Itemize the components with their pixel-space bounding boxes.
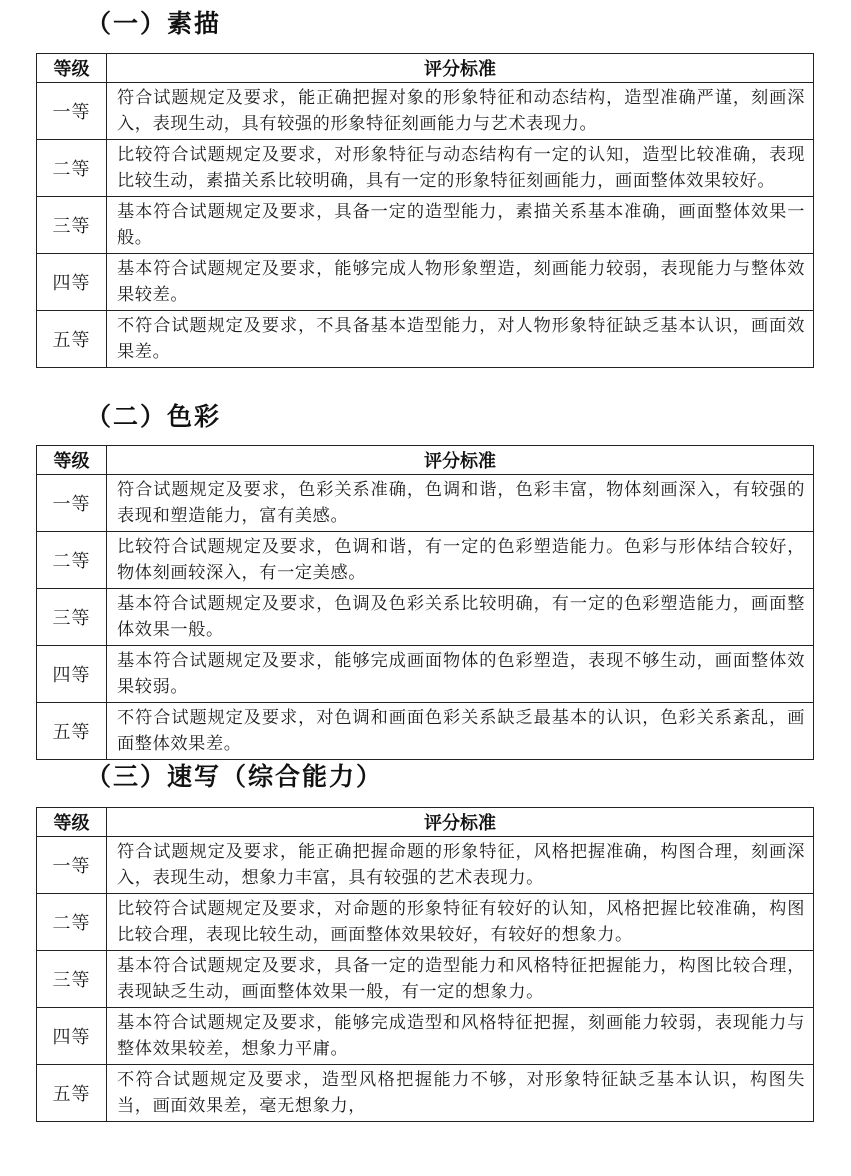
- table-row: [37, 1008, 814, 1065]
- grading-table-color: [36, 445, 814, 760]
- table-row: [37, 83, 814, 140]
- grade-criteria: 基本符合试题规定及要求，能够完成人物形象塑造，刻画能力较弱，表现能力与整体效果较差。: [107, 254, 814, 311]
- grade-criteria: 符合试题规定及要求，色彩关系准确，色调和谐，色彩丰富，物体刻画深入，有较强的表现和塑造能力，富有美感。: [107, 475, 814, 532]
- header-criteria: 评分标准: [107, 54, 814, 83]
- grade-level: 四等: [37, 1008, 107, 1065]
- grade-level: 四等: [37, 646, 107, 703]
- table-header-row: [37, 446, 814, 475]
- grade-level: 一等: [37, 475, 107, 532]
- table-row: [37, 646, 814, 703]
- grade-criteria: 基本符合试题规定及要求，色调及色彩关系比较明确，有一定的色彩塑造能力，画面整体效果一般。: [107, 589, 814, 646]
- grading-table-croquis: [36, 807, 814, 1122]
- grade-criteria: 基本符合试题规定及要求，能够完成造型和风格特征把握，刻画能力较弱，表现能力与整体效果较差，想象力平庸。: [107, 1008, 814, 1065]
- table-row: [37, 532, 814, 589]
- grade-criteria: 不符合试题规定及要求，造型风格把握能力不够，对形象特征缺乏基本认识，构图失当，画面效果差，毫无想象力，: [107, 1065, 814, 1122]
- grade-criteria: 符合试题规定及要求，能正确把握对象的形象特征和动态结构，造型准确严谨，刻画深入，表现生动，具有较强的形象特征刻画能力与艺术表现力。: [107, 83, 814, 140]
- table-header-row: [37, 808, 814, 837]
- table-row: [37, 837, 814, 894]
- table-row: [37, 311, 814, 368]
- grade-level: 二等: [37, 894, 107, 951]
- grade-criteria: 符合试题规定及要求，能正确把握命题的形象特征，风格把握准确，构图合理，刻画深入，表现生动，想象力丰富，具有较强的艺术表现力。: [107, 837, 814, 894]
- grade-level: 五等: [37, 1065, 107, 1122]
- table-row: [37, 1065, 814, 1122]
- grade-level: 三等: [37, 197, 107, 254]
- grade-level: 三等: [37, 951, 107, 1008]
- section-title-sketch: （一）素描: [86, 9, 222, 38]
- section-title-croquis: （三）速写（综合能力）: [86, 762, 384, 791]
- table-row: [37, 197, 814, 254]
- grade-criteria: 基本符合试题规定及要求，能够完成画面物体的色彩塑造，表现不够生动，画面整体效果较弱。: [107, 646, 814, 703]
- grade-level: 五等: [37, 703, 107, 760]
- grade-criteria: 基本符合试题规定及要求，具备一定的造型能力和风格特征把握能力，构图比较合理，表现缺乏生动，画面整体效果一般，有一定的想象力。: [107, 951, 814, 1008]
- table-row: [37, 475, 814, 532]
- header-level: 等级: [37, 446, 107, 475]
- grade-level: 五等: [37, 311, 107, 368]
- table-row: [37, 589, 814, 646]
- grade-criteria: 比较符合试题规定及要求，色调和谐，有一定的色彩塑造能力。色彩与形体结合较好，物体刻画较深入，有一定美感。: [107, 532, 814, 589]
- grade-criteria: 比较符合试题规定及要求，对形象特征与动态结构有一定的认知，造型比较准确，表现比较生动，素描关系比较明确，具有一定的形象特征刻画能力，画面整体效果较好。: [107, 140, 814, 197]
- table-header-row: [37, 54, 814, 83]
- table-row: [37, 894, 814, 951]
- section-title-color: （二）色彩: [86, 402, 222, 431]
- grade-level: 三等: [37, 589, 107, 646]
- grade-criteria: 基本符合试题规定及要求，具备一定的造型能力，素描关系基本准确，画面整体效果一般。: [107, 197, 814, 254]
- header-criteria: 评分标准: [107, 446, 814, 475]
- grade-level: 一等: [37, 837, 107, 894]
- grade-criteria: 不符合试题规定及要求，对色调和画面色彩关系缺乏最基本的认识，色彩关系紊乱，画面整体效果差。: [107, 703, 814, 760]
- grade-level: 一等: [37, 83, 107, 140]
- grading-table-sketch: [36, 53, 814, 368]
- header-level: 等级: [37, 54, 107, 83]
- grade-criteria: 不符合试题规定及要求，不具备基本造型能力，对人物形象特征缺乏基本认识，画面效果差。: [107, 311, 814, 368]
- header-criteria: 评分标准: [107, 808, 814, 837]
- header-level: 等级: [37, 808, 107, 837]
- grade-level: 二等: [37, 140, 107, 197]
- table-row: [37, 140, 814, 197]
- grade-criteria: 比较符合试题规定及要求，对命题的形象特征有较好的认知，风格把握比较准确，构图比较合理，表现比较生动，画面整体效果较好，有较好的想象力。: [107, 894, 814, 951]
- grade-level: 二等: [37, 532, 107, 589]
- grade-level: 四等: [37, 254, 107, 311]
- table-row: [37, 951, 814, 1008]
- table-row: [37, 254, 814, 311]
- table-row: [37, 703, 814, 760]
